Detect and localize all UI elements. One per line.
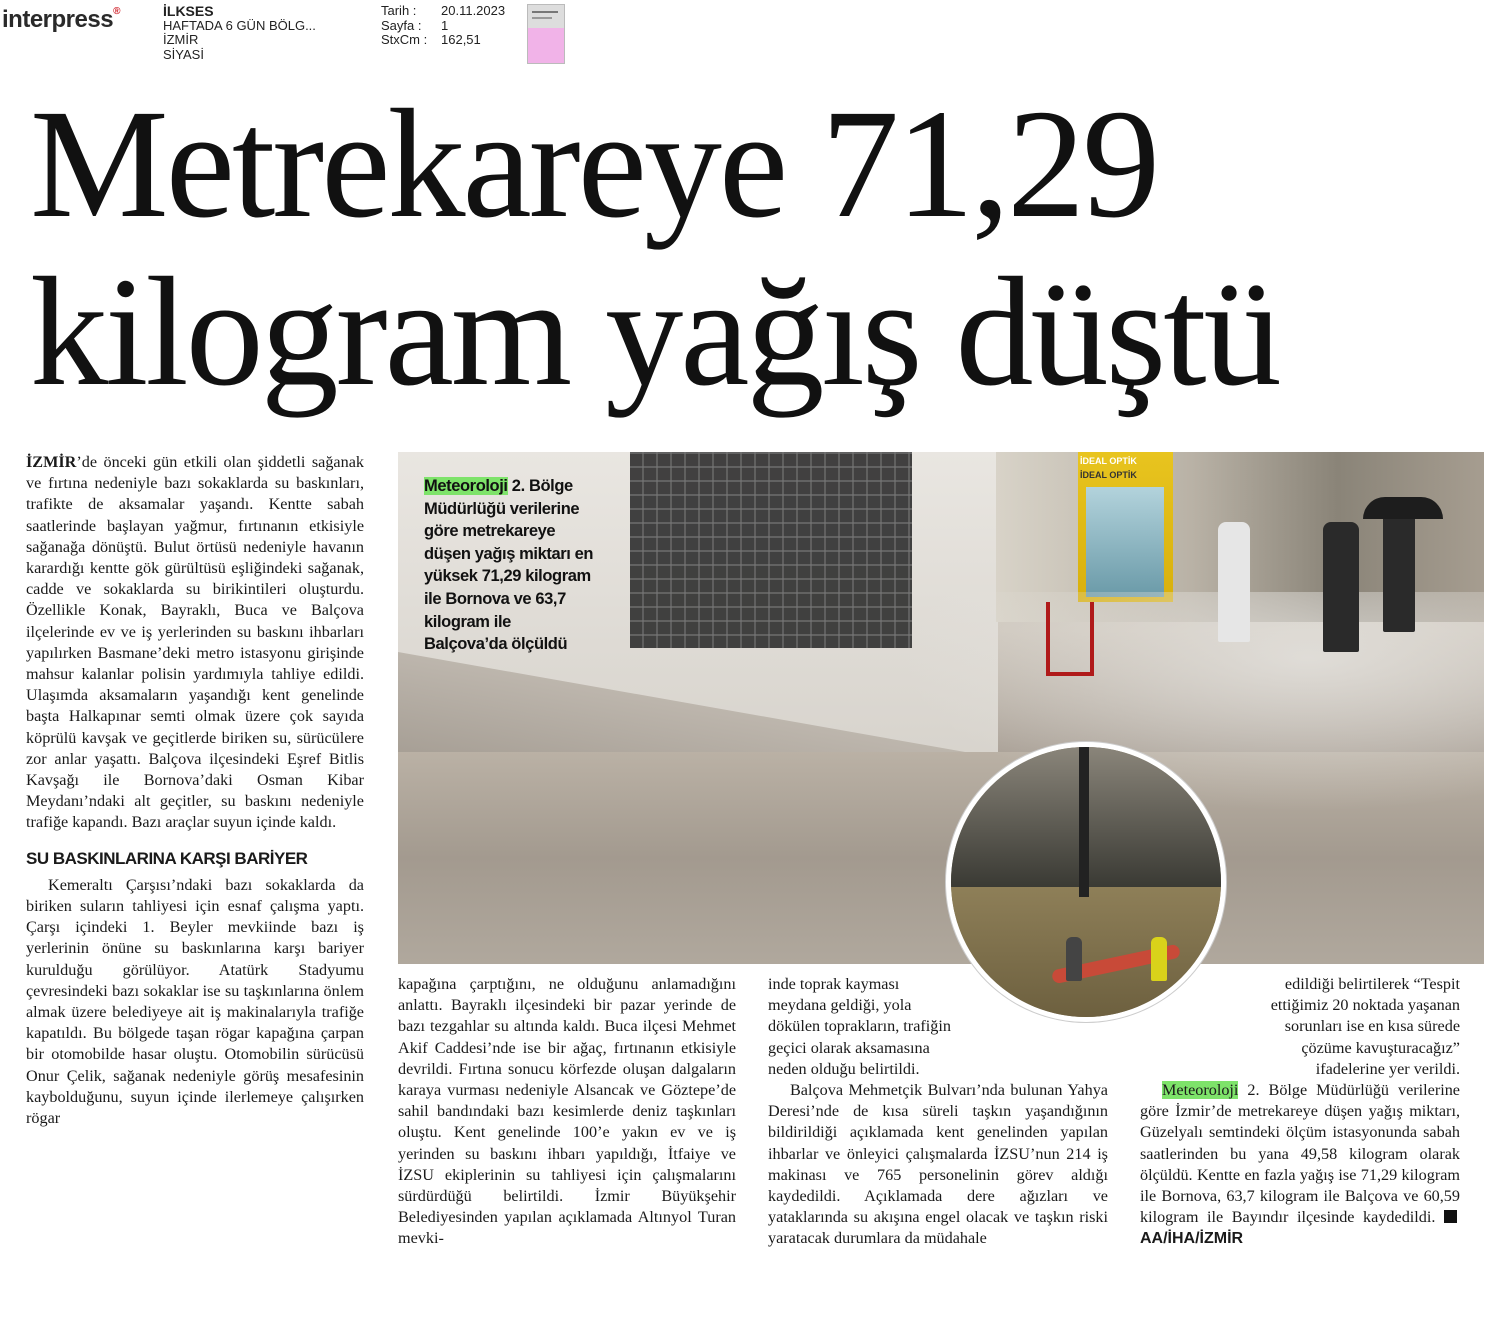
- lead-city: İZMİR: [26, 453, 77, 471]
- logo-dot-icon: ®: [113, 6, 120, 17]
- page-thumbnail: [527, 4, 565, 64]
- publication-frequency: HAFTADA 6 GÜN BÖLG...: [163, 17, 316, 33]
- body-paragraph-2: kapağına çarptığını, ne olduğunu anlamadığını anlattı. Bayraklı ilçesindeki bir pazar yerinde de bazı tezgahlar su altında kaldı. Buca ilçesi Mehmet Akif Caddesi’nde ise bir ağaç, fırtınanın etkisiyle devrildi. Fırtına sonucu körfezde oluşan dalgaların karaya vurması nedeniyle Alsancak ve Göztepe’de sahil bandındaki bazı kesimlerde deniz taşkınları oluştu. Kent genelinde 100’e yakın ev ve iş yerinden su baskını ihbarı yapıldığı, İtfaiye ve İZSU ekiplerinin su tahliyesi için çalışmalarını sürdürdüğü belirtildi. İzmir Büyükşehir Belediyesinden yapılan açıklamada Altınyol Turan mevki-: [398, 975, 736, 1248]
- headline-line2: kilogram yağış düştü: [30, 245, 1279, 418]
- headline-line1: Metrekareye 71,29: [30, 77, 1158, 250]
- clip-meta-right: [381, 4, 505, 48]
- person-white-raincoat: [1218, 522, 1250, 642]
- interpress-logo: interpress®: [2, 6, 120, 33]
- caption-text: 2. Bölge Müdürlüğü verilerine göre metrekareye düşen yağış miktarı en yüksek 71,29 kilogram ile Bornova ve 63,7 kilogram ile Balçova’da ölçüldü: [424, 477, 594, 654]
- shop-sign-1: İDEAL OPTİK: [1080, 456, 1137, 466]
- caption-highlight: Meteoroloji: [424, 477, 508, 495]
- publication-category: SİYASİ: [163, 46, 204, 62]
- stxcm-value: 162,51: [441, 32, 481, 47]
- person-with-broom: [1323, 522, 1359, 652]
- date-value: 20.11.2023: [441, 3, 506, 18]
- page-value: 1: [441, 17, 449, 33]
- photo-caption: [424, 475, 594, 656]
- body-paragraph-4b: 2. Bölge Müdürlüğü verilerine göre İzmir’de metrekareye düşen yağış miktarı, Güzelyalı semtindeki ölçüm istasyonunda sabah saatlerinden bu yana 49,58 kilogram olarak ölçüldü. Kentte en fazla yağış ise 71,29 kilogram ile Bornova, 63,7 kilogram ile Balçova ve 60,59 kilogram ile Bayındır ilçesinde kaydedildi.: [1140, 1081, 1460, 1227]
- publication-name: İLKSES: [163, 3, 214, 19]
- subheading: SU BASKINLARINA KARŞI BARİYER: [26, 848, 308, 868]
- lead-paragraph: ’de önceki gün etkili olan şiddetli sağanak ve fırtına nedeniyle bazı sokaklarda su baskınları, trafikte de aksamalar yaşandı. Kentte sabah saatlerinde başlayan yağmur, fırtınanın etkisiyle sağanağa dönüştü. Bulut örtüsü nedeniyle havanın karardığı kentte gök gürültüsü eşliğindeki sağanak, cadde ve sokaklarda su birikintileri oluşturdu. Özellikle Konak, Bayraklı, Buca ve Balçova ilçelerinde ev ve iş yerlerinden su baskını ihbarları yapılırken Basmane’deki metro istasyonu girişinde mahsur kalanlar polisin yardımıyla tahliye edildi. Ulaşımda aksamaların yaşandığı kent genelinde başta Halkapınar semti olmak üzere çok sayıda köprülü kavşak ve geçitlerde biriken su, sürücülere zor anlar yaşattı. Balçova ilçesindeki Eşref Bitlis Kavşağı ile Bornova’daki Osman Kibar Meydanı’ndaki alt geçitler, su baskını nedeniyle trafiğe kapandı. Bazı araçlar suyun içinde kaldı.: [26, 453, 364, 832]
- date-label: Tarih :: [381, 3, 417, 18]
- stxcm-label: StxCm :: [381, 32, 428, 47]
- umbrella-icon: [1363, 497, 1443, 519]
- byline-text: AA/İHA/İZMİR: [1140, 1230, 1244, 1248]
- clip-meta-left: [163, 4, 316, 62]
- body-paragraph-1: Kemeraltı Çarşısı’ndaki bazı sokaklarda da biriken suların tahliyesi için esnaf çalışma yaptı. Çarşı içindeki 1. Beyler mevkiinde bazı iş yerlerinin önüne su baskınlarına karşı bariyer kurulduğu görülüyor. Atatürk Stadyumu çevresindeki bazı sokaklar ise su taşkınlarına önlem almak üzere belediyeye ait iş makinalarıyla trafiğe kapatıldı. Bu bölgede taşan rögar kapağına çarpan bir otomobilde hasar oluştu. Otomobilin sürücüsü Onur Çelik, sağanak nedeniyle görüş mesafesinin kaybolduğunu, suyun içinde ilerlemeye çalışırken rögar: [26, 875, 364, 1128]
- body-paragraph-3b: Balçova Mehmetçik Bulvarı’nda bulunan Yahya Deresi’nde de kısa süreli taşkın yaşandığının bildirildiği açıklamada kent genelinden yapılan ihbarlar ve önleyici çalışmalarda İZSU’nun 214 iş makinası ve 765 personelinin görev aldığı kaydedildi. Açıklamada dere ağızları ve yataklarında su akışına engel olacak ve taşkın riski yaratacak durumlara da müdahale: [768, 1081, 1108, 1248]
- person-with-umbrella: [1383, 507, 1415, 632]
- page-label: Sayfa :: [381, 17, 422, 33]
- article-column-4: [1140, 974, 1460, 1250]
- article-column-2: [398, 974, 736, 1250]
- meteoroloji-highlight: Meteoroloji: [1162, 1081, 1239, 1100]
- body-paragraph-3a: inde toprak kayması meydana geldiği, yola dökülen toprakların, trafiğin geçici olarak aksamasına neden olduğu belirtildi.: [768, 975, 951, 1078]
- article-column-3: [768, 974, 1108, 1250]
- hand-truck: [1046, 602, 1094, 676]
- publication-city: İZMİR: [163, 32, 199, 47]
- article-column-1: [26, 452, 364, 1129]
- shop-sign-2: İDEAL OPTİK: [1080, 470, 1137, 480]
- square-bullet-icon: [1444, 1210, 1457, 1223]
- headline: [30, 77, 1490, 418]
- body-paragraph-4a: edildiği belirtilerek “Tespit ettiğimiz 20 noktada yaşanan sorunları ise en kısa sürede çözüme kavuşturacağız” ifadelerine yer verildi.: [1270, 975, 1460, 1078]
